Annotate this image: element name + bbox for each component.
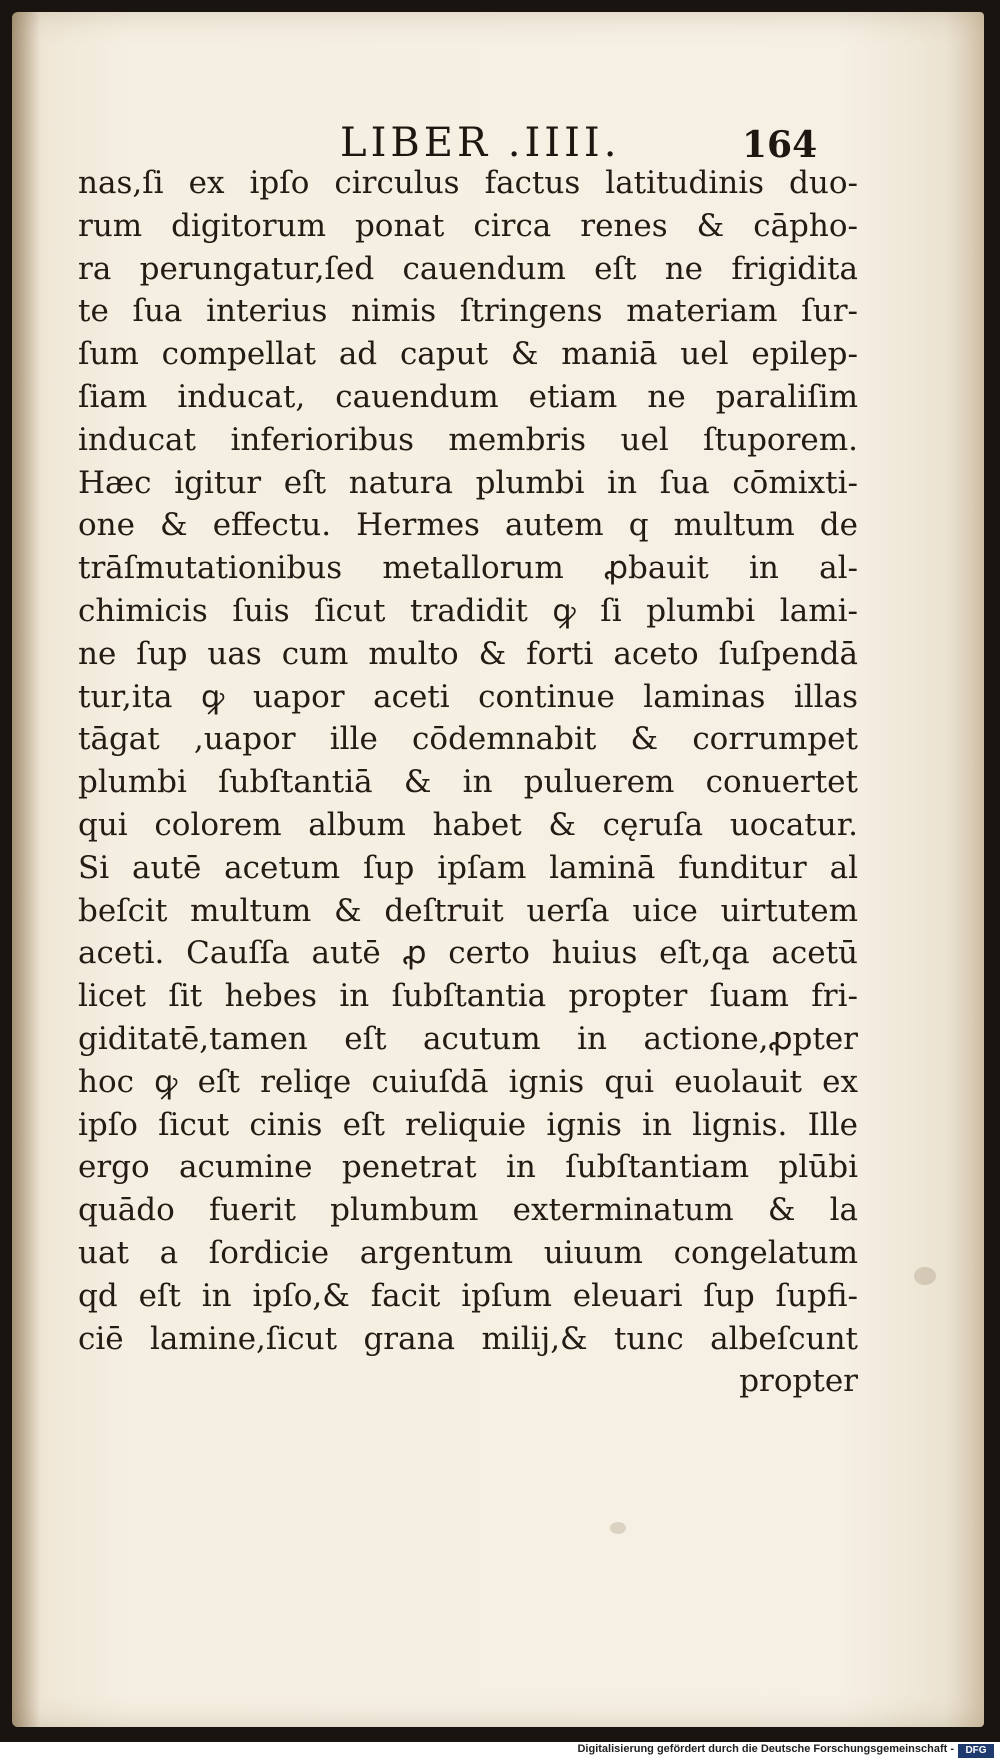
paper-stain: [610, 1522, 626, 1534]
text-line: Hæc igitur eſt natura plumbi in ſua cōmixti-: [78, 464, 858, 501]
text-line: hoc ꝙ eſt reliqe cuiuſdā ignis qui euolauit ex: [78, 1063, 858, 1100]
text-line: ne ſup uas cum multo & forti aceto ſuſpendā: [78, 635, 858, 672]
text-line: licet ſit hebes in ſubſtantia propter ſuam fri-: [78, 978, 858, 1015]
text-line: plumbi ſubſtantiā & in puluerem conuertet: [78, 764, 858, 801]
text-line: quādo fuerit plumbum exterminatum & la: [78, 1192, 858, 1229]
funding-notice: Digitalisierung gefördert durch die Deutsche Forschungsgemeinschaft -: [577, 1743, 954, 1755]
text-line: ſiam inducat, cauendum etiam ne paraliſim: [78, 378, 858, 415]
text-line: nas,ſi ex ipſo circulus factus latitudinis duo-: [78, 165, 858, 201]
text-line: tāgat ,uapor ille cōdemnabit & corrumpet: [78, 721, 858, 758]
spine-shadow: [12, 12, 40, 1727]
text-line: trāſmutationibus metallorum ꝓbauit in al-: [78, 550, 858, 587]
running-head: LIBER .IIII.: [340, 120, 621, 166]
text-line: ſum compellat ad caput & maniā uel epilep-: [78, 336, 858, 373]
book-page: [12, 12, 984, 1727]
text-line: qd eſt in ipſo,& facit ipſum eleuari ſup ſupfi-: [78, 1277, 858, 1314]
text-line: ergo acumine penetrat in ſubſtantiam plūbi: [78, 1149, 858, 1186]
text-line: chimicis ſuis ſicut tradidit ꝙ ſi plumbi lami-: [78, 592, 858, 629]
paper-stain: [914, 1267, 936, 1285]
text-line: qui colorem album habet & cęruſa uocatur.: [78, 806, 858, 843]
text-line: beſcit multum & deſtruit uerſa uice uirtutem: [78, 892, 858, 929]
text-line: uat a ſordicie argentum uiuum congelatum: [78, 1234, 858, 1271]
catchword: propter: [739, 1363, 858, 1400]
text-line: ciē lamine,ſicut grana milij,& tunc albeſcunt: [78, 1320, 858, 1357]
text-line: giditatē,tamen eſt acutum in actione,ꝓpter: [78, 1020, 858, 1057]
text-line: one & effectu. Hermes autem q multum de: [78, 507, 858, 544]
page-number: 164: [742, 124, 818, 166]
text-line: te ſua interius nimis ſtringens materiam ſur-: [78, 293, 858, 330]
text-line: ipſo ſicut cinis eſt reliquie ignis in lignis. Ille: [78, 1106, 858, 1143]
text-line: rum digitorum ponat circa renes & cāpho-: [78, 207, 858, 244]
text-line: aceti. Cauſſa autē ꝓ certo huius eſt,qa acetū: [78, 935, 858, 972]
text-line: inducat inferioribus membris uel ſtuporem.: [78, 421, 858, 458]
body-text: [78, 162, 858, 1403]
text-line: ra perungatur,ſed cauendum eſt ne frigidita: [78, 250, 858, 287]
dfg-logo: DFG: [958, 1744, 994, 1758]
text-line: Si autē acetum ſup ipſam laminā funditur al: [78, 849, 858, 886]
text-line: tur,ita ꝙ uapor aceti continue laminas illas: [78, 678, 858, 715]
